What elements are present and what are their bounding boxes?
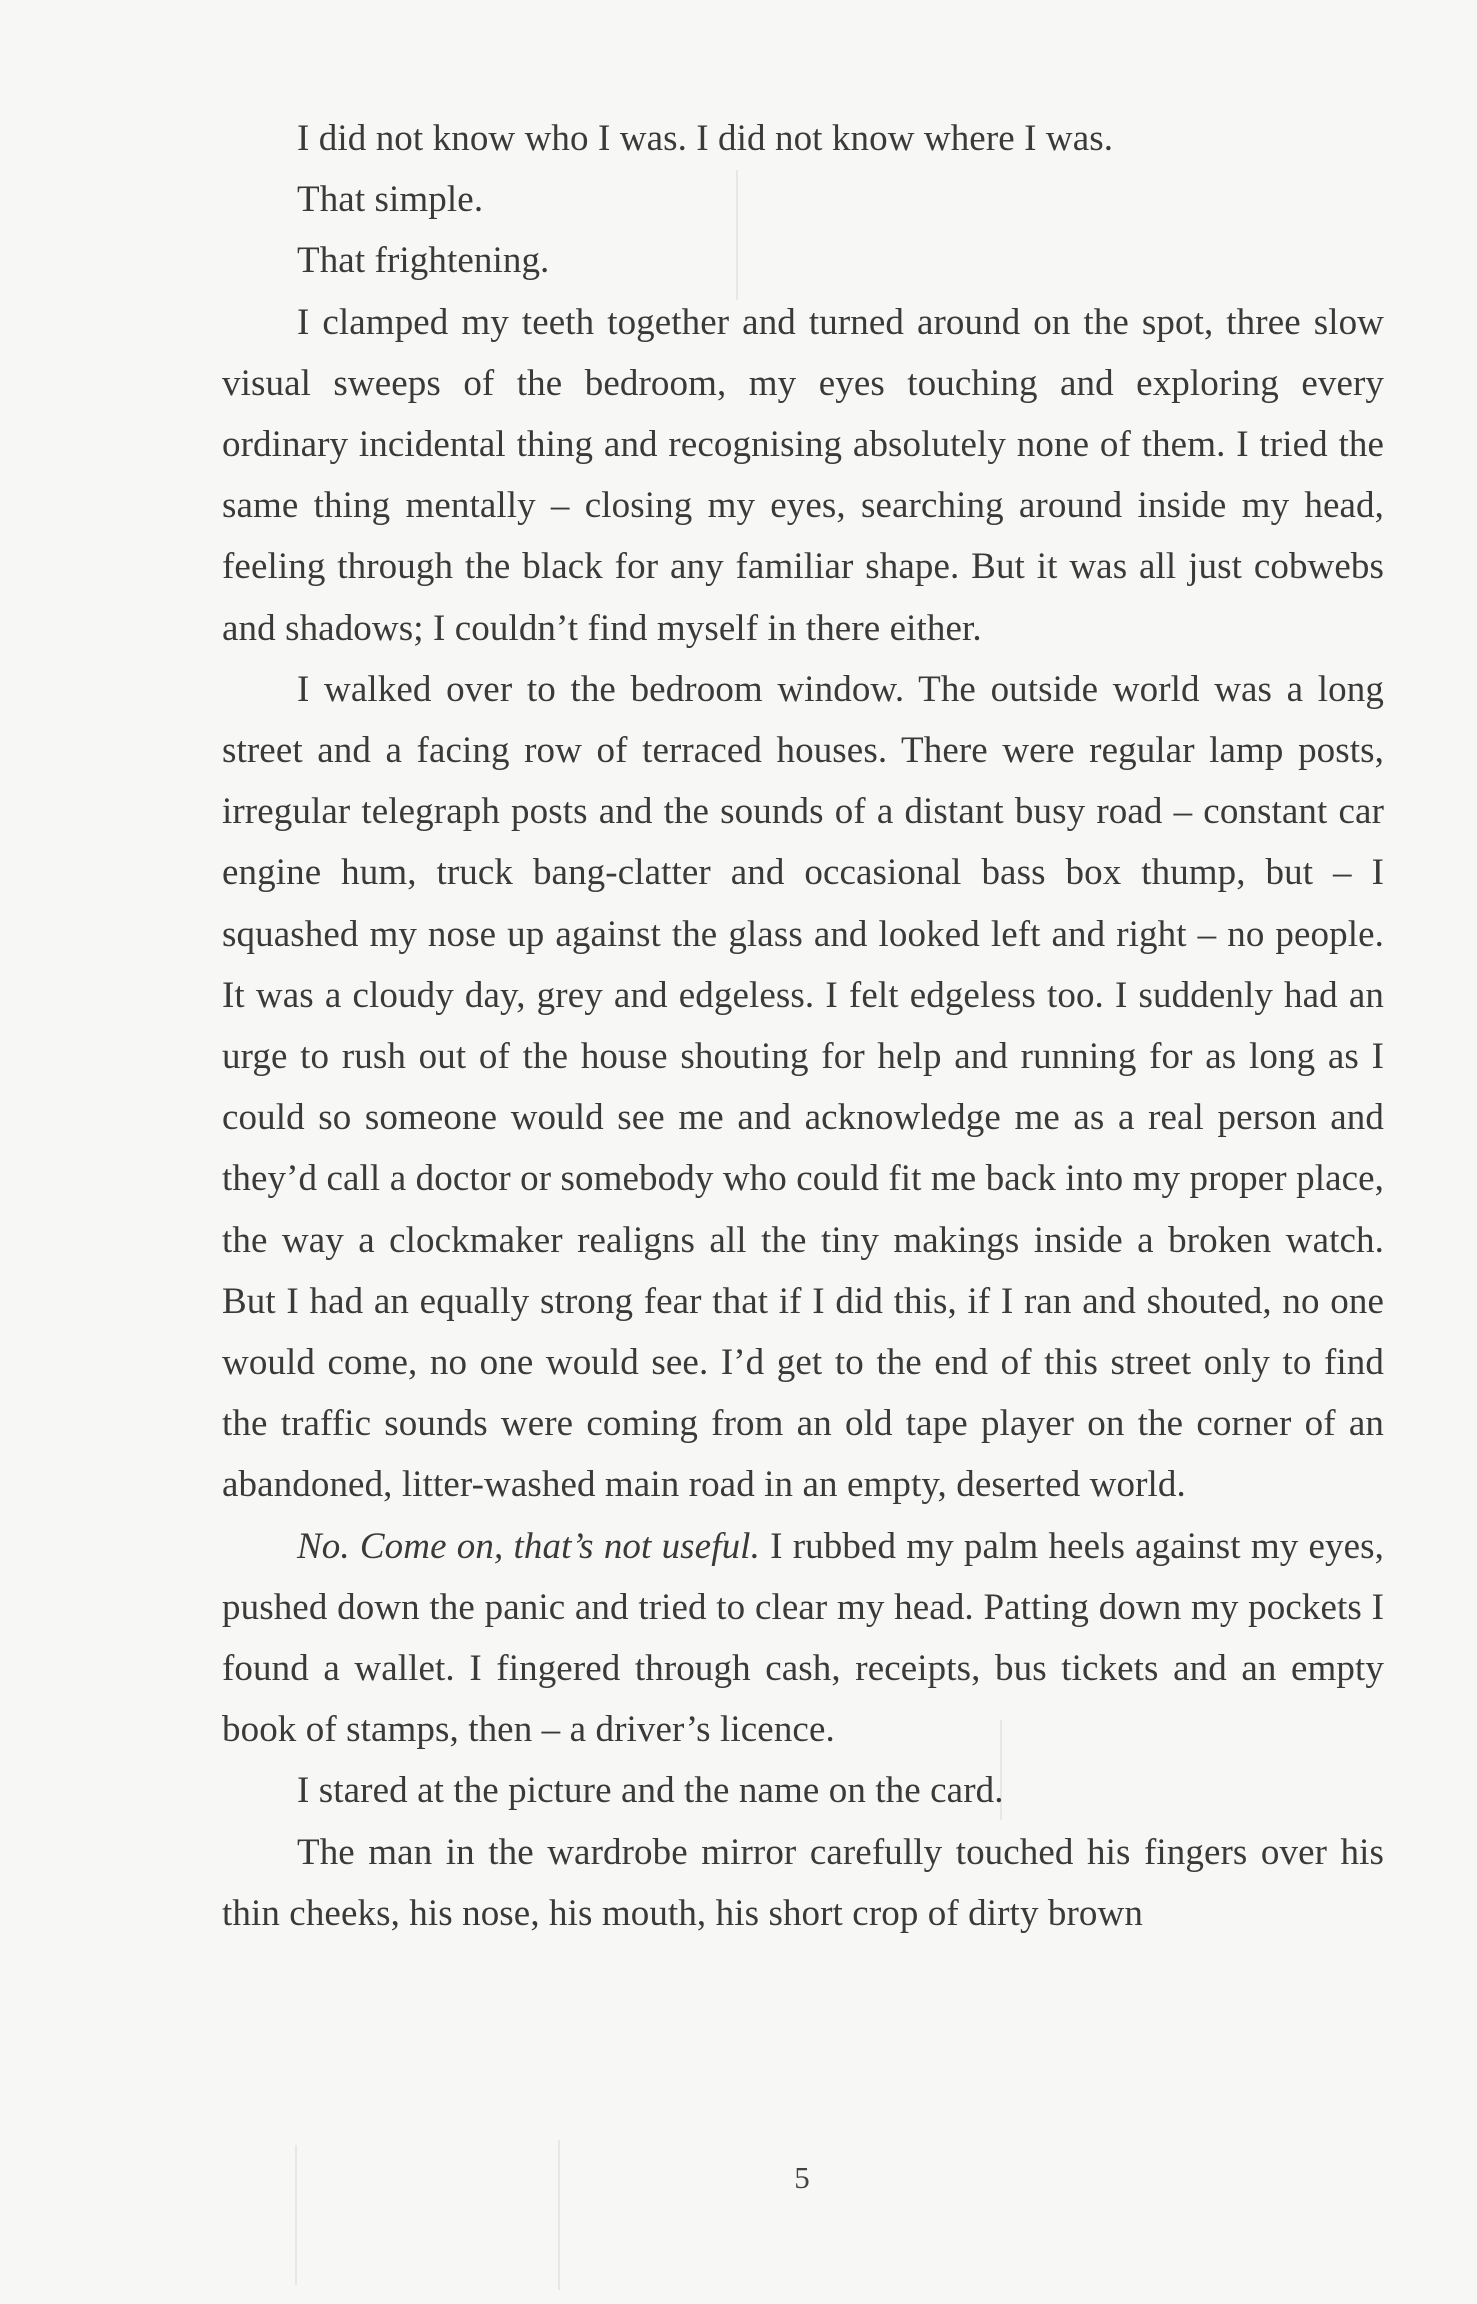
paragraph-8: The man in the wardrobe mirror carefully touched his fingers over his thin cheeks, his nose, his mouth, his short crop of dirty brown: [222, 1831, 1384, 1934]
scan-artifact: [558, 2140, 560, 2290]
paragraph-2: That simple.: [297, 179, 484, 221]
paragraph-6-text: I rubbed my palm heels against my eyes, pushed down the panic and tried to clear my head. Patting down my pockets I found a wallet. I fingered through cash, receipts, bus tickets and an empty book of stamps, then – a driver’s licence.: [222, 1525, 1384, 1751]
paragraph-7: I stared at the picture and the name on the card.: [297, 1770, 1004, 1812]
italic-thought: No. Come on, that’s not useful.: [297, 1525, 760, 1567]
paragraph-6: [222, 1516, 1384, 1761]
body-text: [222, 108, 1384, 1944]
page-number: 5: [794, 2160, 810, 2195]
paragraph-5: I walked over to the bedroom window. The outside world was a long street and a facing row of terraced houses. There were regular lamp posts, irregular telegraph posts and the sounds of a distant busy road – constant car engine hum, truck bang-clatter and occasional bass box thump, but – I squashed my nose up against the glass and looked left and right – no people. It was a cloudy day, grey and edgeless. I felt edgeless too. I suddenly had an urge to rush out of the house shouting for help and running for as long as I could so someone would see me and acknowledge me as a real person and they’d call a doctor or somebody who could fit me back into my proper place, the way a clockmaker realigns all the tiny makings inside a broken watch. But I had an equally strong fear that if I did this, if I ran and shouted, no one would come, no one would see. I’d get to the end of this street only to find the traffic sounds were coming from an old tape player on the corner of an abandoned, litter-washed main road in an empty, deserted world.: [222, 668, 1384, 1506]
paragraph-1: I did not know who I was. I did not know where I was.: [297, 118, 1114, 159]
scan-artifact: [295, 2145, 297, 2285]
paragraph-4: I clamped my teeth together and turned around on the spot, three slow visual sweeps of the bedroom, my eyes touching and exploring every ordinary incidental thing and recognising absolutely none of them. I tried the same thing mentally – closing my eyes, searching around inside my head, feeling through the black for any familiar shape. But it was all just cobwebs and shadows; I couldn’t find myself in there either.: [222, 301, 1384, 649]
paragraph-3: That frightening.: [297, 240, 550, 282]
